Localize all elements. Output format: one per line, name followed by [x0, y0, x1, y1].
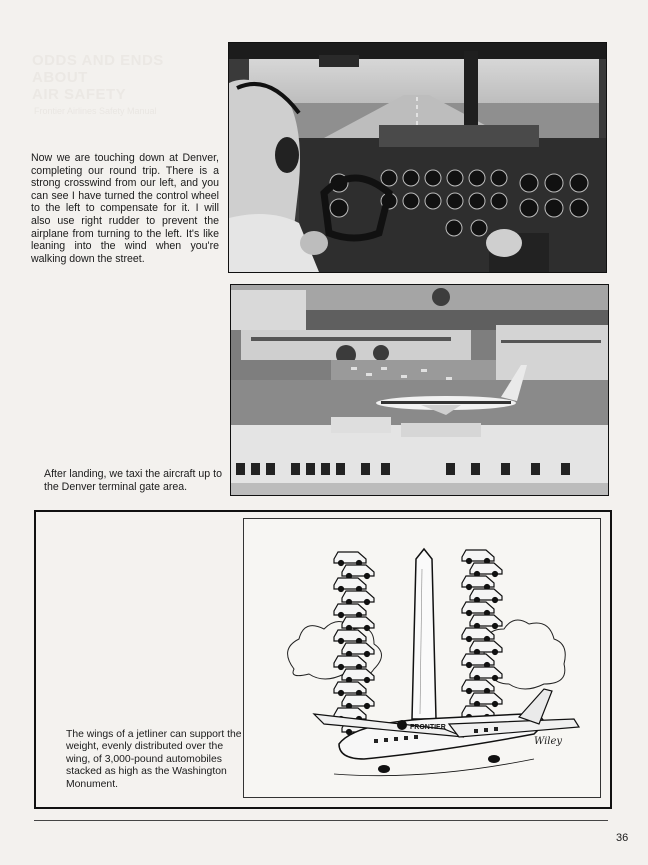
car-wheel	[339, 639, 344, 644]
car-wheel	[365, 600, 370, 605]
car-wheel	[493, 702, 498, 707]
page-number: 36	[616, 832, 629, 844]
car-wheel	[339, 561, 344, 566]
car-wheel	[493, 624, 498, 629]
car-wheel	[467, 585, 472, 590]
section-subtitle: Frontier Airlines Safety Manual	[34, 106, 157, 116]
car-wheel	[365, 574, 370, 579]
airport-photo	[230, 284, 609, 496]
cartoonist-signature: Wiley	[534, 736, 563, 747]
plane-airline-label: FRONTIER	[410, 724, 446, 731]
car-wheel	[467, 689, 472, 694]
touchdown-paragraph: Now we are touching down at Denver, completing our round trip. There is a strong crosswind from our left, and you can see I have turned the control wheel to the left to compensate for it. I will also use right rudder to prevent the airplane from turning to the left. It's like leaning into the wind when you're walking down the street.	[31, 152, 219, 265]
cartoon-box	[34, 510, 612, 809]
car-wheel	[467, 611, 472, 616]
wings-caption: The wings of a jetliner can support the weight, evenly distributed over the wing, of 3,000-pound automobiles stacked as high as the Washington Monument.	[66, 729, 242, 790]
car-wheel	[365, 678, 370, 683]
car-wheel	[339, 587, 344, 592]
car-wheel	[493, 676, 498, 681]
footer-rule	[34, 820, 608, 821]
car-wheel	[493, 650, 498, 655]
car-wheel	[467, 559, 472, 564]
car-wheel	[339, 613, 344, 618]
car-wheel	[339, 665, 344, 670]
car-wheel	[467, 637, 472, 642]
cockpit-photo	[228, 42, 607, 273]
car-wheel	[365, 626, 370, 631]
car-wheel	[467, 663, 472, 668]
car-wheel	[365, 652, 370, 657]
cartoon-illustration	[243, 518, 601, 798]
car-wheel	[493, 598, 498, 603]
car-wheel	[365, 704, 370, 709]
car-wheel	[493, 572, 498, 577]
car-wheel	[339, 691, 344, 696]
section-title: ODDS AND ENDS ABOUT AIR SAFETY	[32, 52, 164, 103]
taxi-paragraph: After landing, we taxi the aircraft up to the Denver terminal gate area.	[44, 468, 222, 493]
